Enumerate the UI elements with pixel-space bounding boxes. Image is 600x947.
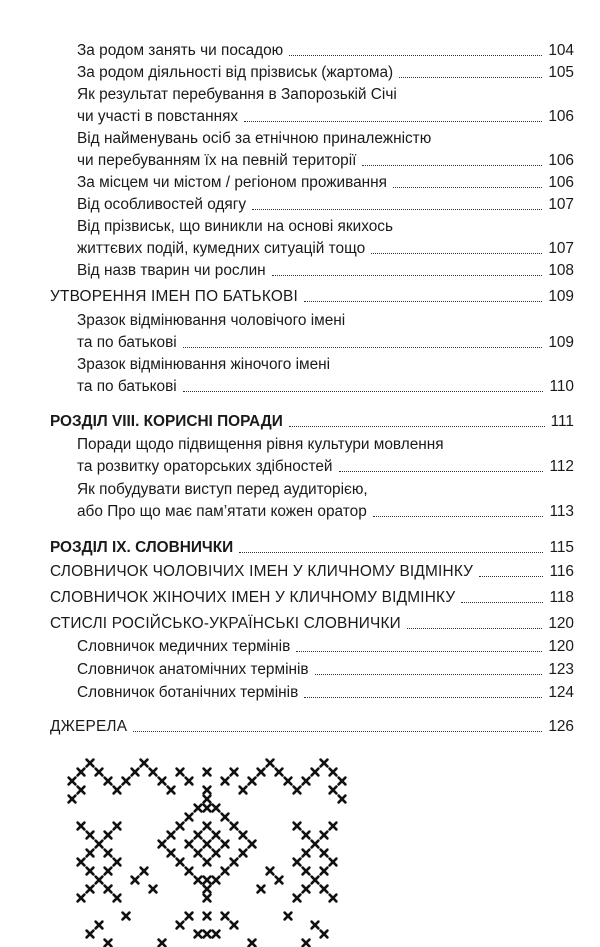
toc-entry-line1[interactable] — [77, 436, 574, 454]
toc-section[interactable] — [50, 615, 574, 633]
toc-page-number: 116 — [549, 563, 574, 580]
dot-leader — [461, 601, 543, 603]
toc-page-number: 107 — [548, 240, 574, 257]
dot-leader — [244, 120, 542, 122]
toc-page-number: 112 — [549, 458, 574, 475]
toc-entry-title: Від назв тварин чи рослин — [77, 262, 266, 279]
toc-entry-title: Від найменувань осіб за етнічною приналежністю — [77, 130, 432, 147]
toc-page-number: 123 — [548, 661, 574, 678]
toc-page-number: 108 — [548, 262, 574, 279]
toc-chapter-title: РОЗДІЛ VIII. КОРИСНІ ПОРАДИ — [50, 413, 283, 430]
toc-entry-title: Від особливостей одягу — [77, 196, 247, 213]
cross-stitch-ornament — [55, 748, 355, 947]
dot-leader — [304, 300, 542, 302]
toc-entry-title: та по батькові — [77, 334, 177, 351]
spacer — [450, 449, 568, 450]
toc-section[interactable] — [50, 718, 574, 736]
toc-section-title: ДЖЕРЕЛА — [50, 718, 128, 735]
spacer — [351, 325, 568, 326]
dot-leader — [239, 551, 543, 553]
toc-entry-title: Зразок відмінювання жіночого імені — [77, 356, 331, 373]
toc-entry-title: За місцем чи містом / регіоном проживання — [77, 174, 388, 191]
toc-page-number: 110 — [549, 378, 574, 395]
toc-section-title: СЛОВНИЧОК ЖІНОЧИХ ІМЕН У КЛИЧНОМУ ВІДМІНКУ — [50, 589, 456, 606]
toc-entry-title: життєвих подій, кумедних ситуацій тощо — [77, 240, 366, 257]
toc-entry[interactable] — [77, 196, 574, 214]
toc-entry-title: або Про що має пам’ятати кожен оратор — [77, 503, 367, 520]
toc-page-number: 109 — [548, 334, 574, 351]
toc-entry-title: Зразок відмінювання чоловічого імені — [77, 312, 346, 329]
dot-leader — [272, 274, 543, 276]
toc-entry-title: Словничок ботанічних термінів — [77, 684, 299, 701]
toc-entry[interactable] — [77, 503, 574, 521]
toc-page-number: 109 — [548, 288, 574, 305]
toc-entry-line1[interactable] — [77, 356, 574, 374]
spacer — [336, 369, 568, 370]
dot-leader — [289, 54, 542, 56]
toc-page-number: 104 — [548, 42, 574, 59]
toc-entry-title: Як побудувати виступ перед аудиторією, — [77, 481, 368, 498]
dot-leader — [183, 346, 543, 348]
toc-entry[interactable] — [77, 174, 574, 192]
dot-leader — [183, 390, 544, 392]
toc-entry-title: чи перебуванням їх на певній території — [77, 152, 357, 169]
toc-page-number: 106 — [548, 174, 574, 191]
toc-entry[interactable] — [77, 240, 574, 258]
dot-leader — [479, 575, 543, 577]
dot-leader — [373, 515, 544, 517]
toc-page-number: 107 — [548, 196, 574, 213]
toc-chapter-title: РОЗДІЛ IX. СЛОВНИЧКИ — [50, 539, 234, 556]
toc-entry[interactable] — [77, 458, 574, 476]
toc-entry[interactable] — [77, 64, 574, 82]
toc-entry-title: Як результат перебування в Запорозькій Січі — [77, 86, 397, 103]
toc-section-title: СЛОВНИЧОК ЧОЛОВІЧИХ ІМЕН У КЛИЧНОМУ ВІДМІНКУ — [50, 563, 474, 580]
toc-page-number: 115 — [549, 539, 574, 556]
toc-entry[interactable] — [77, 152, 574, 170]
toc-entry-line1[interactable] — [77, 312, 574, 330]
toc-section[interactable] — [50, 563, 574, 581]
toc-entry[interactable] — [77, 108, 574, 126]
toc-page-number: 106 — [548, 152, 574, 169]
toc-page-number: 113 — [549, 503, 574, 520]
dot-leader — [371, 252, 542, 254]
toc-entry[interactable] — [77, 262, 574, 280]
dot-leader — [289, 425, 545, 427]
toc-chapter[interactable] — [50, 413, 574, 431]
toc-section-title: СТИСЛІ РОСІЙСЬКО-УКРАЇНСЬКІ СЛОВНИЧКИ — [50, 615, 401, 632]
dot-leader — [339, 470, 544, 472]
toc-page-number: 106 — [548, 108, 574, 125]
toc-page-number: 111 — [550, 413, 574, 430]
toc-page-number: 120 — [548, 615, 574, 632]
toc-entry-title: Від прізвиськ, що виникли на основі якихось — [77, 218, 394, 235]
toc-entry-title: Словничок медичних термінів — [77, 638, 291, 655]
toc-entry[interactable] — [77, 684, 574, 702]
toc-section[interactable] — [50, 288, 574, 306]
toc-entry-line1[interactable] — [77, 481, 574, 499]
toc-page-number: 124 — [548, 684, 574, 701]
toc-entry-line1[interactable] — [77, 86, 574, 104]
spacer — [374, 494, 568, 495]
toc-entry-title: Поради щодо підвищення рівня культури мовлення — [77, 436, 444, 453]
toc-entry[interactable] — [77, 378, 574, 396]
toc-entry-title: За родом занять чи посадою — [77, 42, 284, 59]
dot-leader — [133, 730, 542, 732]
toc-section[interactable] — [50, 589, 574, 607]
toc-page-number: 105 — [548, 64, 574, 81]
toc-entry[interactable] — [77, 334, 574, 352]
dot-leader — [399, 76, 542, 78]
toc-page-number: 118 — [549, 589, 574, 606]
spacer — [399, 231, 568, 232]
dot-leader — [407, 627, 542, 629]
toc-section-title: УТВОРЕННЯ ІМЕН ПО БАТЬКОВІ — [50, 288, 298, 305]
toc-entry[interactable] — [77, 42, 574, 60]
toc-entry-title: Словничок анатомічних термінів — [77, 661, 309, 678]
dot-leader — [304, 696, 542, 698]
spacer — [403, 99, 568, 100]
toc-chapter[interactable] — [50, 539, 574, 557]
dot-leader — [252, 208, 542, 210]
dot-leader — [393, 186, 542, 188]
toc-entry[interactable] — [77, 638, 574, 656]
toc-entry-title: За родом діяльності від прізвиськ (жартома) — [77, 64, 394, 81]
toc-entry-title: чи участі в повстаннях — [77, 108, 239, 125]
toc-entry-line1[interactable] — [77, 218, 574, 236]
toc-page-number: 126 — [548, 718, 574, 735]
toc-entry-title: та розвитку ораторських здібностей — [77, 458, 333, 475]
dot-leader — [362, 164, 542, 166]
dot-leader — [296, 650, 542, 652]
toc-entry[interactable] — [77, 661, 574, 679]
toc-entry-title: та по батькові — [77, 378, 177, 395]
toc-entry-line1[interactable] — [77, 130, 574, 148]
dot-leader — [315, 673, 543, 675]
spacer — [437, 143, 568, 144]
toc-page-number: 120 — [548, 638, 574, 655]
